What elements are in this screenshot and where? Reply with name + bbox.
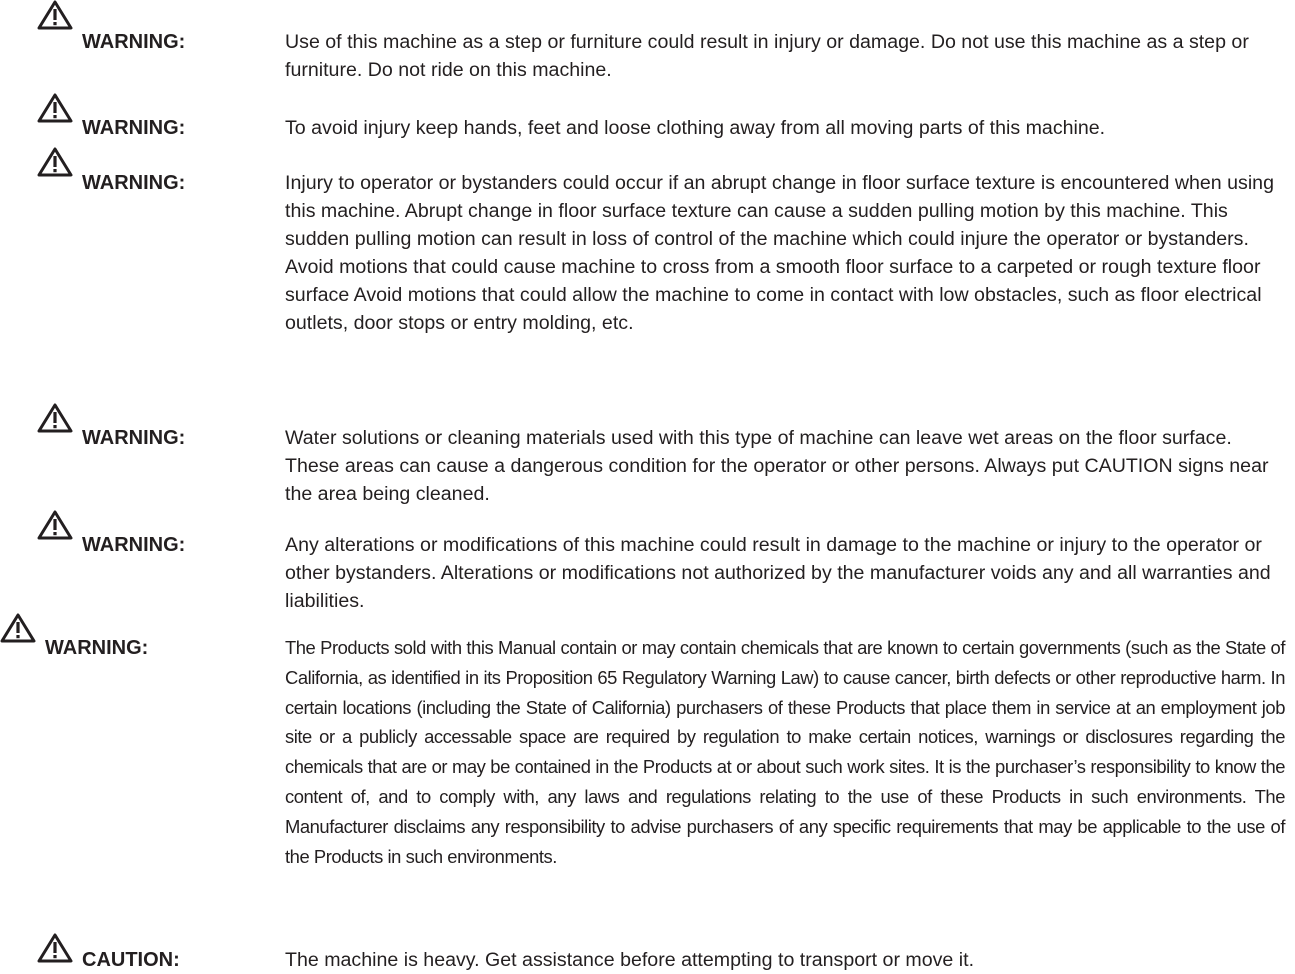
warning-label: WARNING:: [82, 534, 186, 556]
warning-text: Injury to operator or bystanders could occur if an abrupt change in floor surface texture is encountered when using this machine. Abrupt change in floor surface texture can cause a sudden pulling motion by this machine. This sudden pulling motion can result in loss of control of the machine which could injure the operator or bystanders. Avoid motions that could cause machine to cross from a smooth floor surface to a carpeted or rough texture floor surface Avoid motions that could allow the machine to come in contact with low obstacles, such as floor electrical outlets, door stops or entry molding, etc.: [285, 172, 1274, 334]
warning-label: WARNING:: [82, 172, 186, 194]
warning-text: The Products sold with this Manual contain or may contain chemicals that are known to certain governments (such as the State of California, as identified in its Proposition 65 Regulatory Warning Law) to cause cancer, birth defects or other reproductive harm. In certain locations (including the State of California) purchasers of these Products that place them in service at an employment job site or a publicly accessable space are required by regulation to make certain notices, warnings or disclosures regarding the chemicals that are or may be contained in the Products at or about such work sites. It is the purchaser’s responsibility to know the content of, and to comply with, any laws and regulations relating to the use of these Products in such environments. The Manufacturer disclaims any responsibility to advise purchasers of any specific requirements that may be applicable to the use of the Products in such environments.: [285, 637, 1285, 867]
warning-triangle-icon: [37, 0, 73, 30]
warning-text: Water solutions or cleaning materials used with this type of machine can leave wet areas on the floor surface. These areas can cause a dangerous condition for the operator or other persons. Always put CAUTION signs near the area being cleaned.: [285, 427, 1269, 505]
warning-label: WARNING:: [82, 427, 186, 449]
warning-triangle-icon: [37, 93, 73, 123]
caution-label: CAUTION:: [82, 949, 180, 971]
warning-triangle-icon: [37, 510, 73, 540]
warning-triangle-icon: [37, 147, 73, 177]
warning-text: Use of this machine as a step or furniture could result in injury or damage. Do not use this machine as a step or furniture. Do not ride on this machine.: [285, 31, 1249, 81]
warning-text: To avoid injury keep hands, feet and loose clothing away from all moving parts of this machine.: [285, 117, 1106, 139]
warning-text: Any alterations or modifications of this machine could result in damage to the machine or injury to the operator or other bystanders. Alterations or modifications not authorized by the manufacturer voids any and all warranties and liabilities.: [285, 534, 1271, 612]
caution-text: The machine is heavy. Get assistance before attempting to transport or move it.: [285, 949, 975, 971]
caution-triangle-icon: [37, 933, 73, 963]
warning-triangle-icon: [37, 403, 73, 433]
warning-triangle-icon: [0, 613, 36, 643]
warning-label: WARNING:: [82, 31, 186, 53]
warning-label: WARNING:: [45, 637, 149, 659]
warning-label: WARNING:: [82, 117, 186, 139]
